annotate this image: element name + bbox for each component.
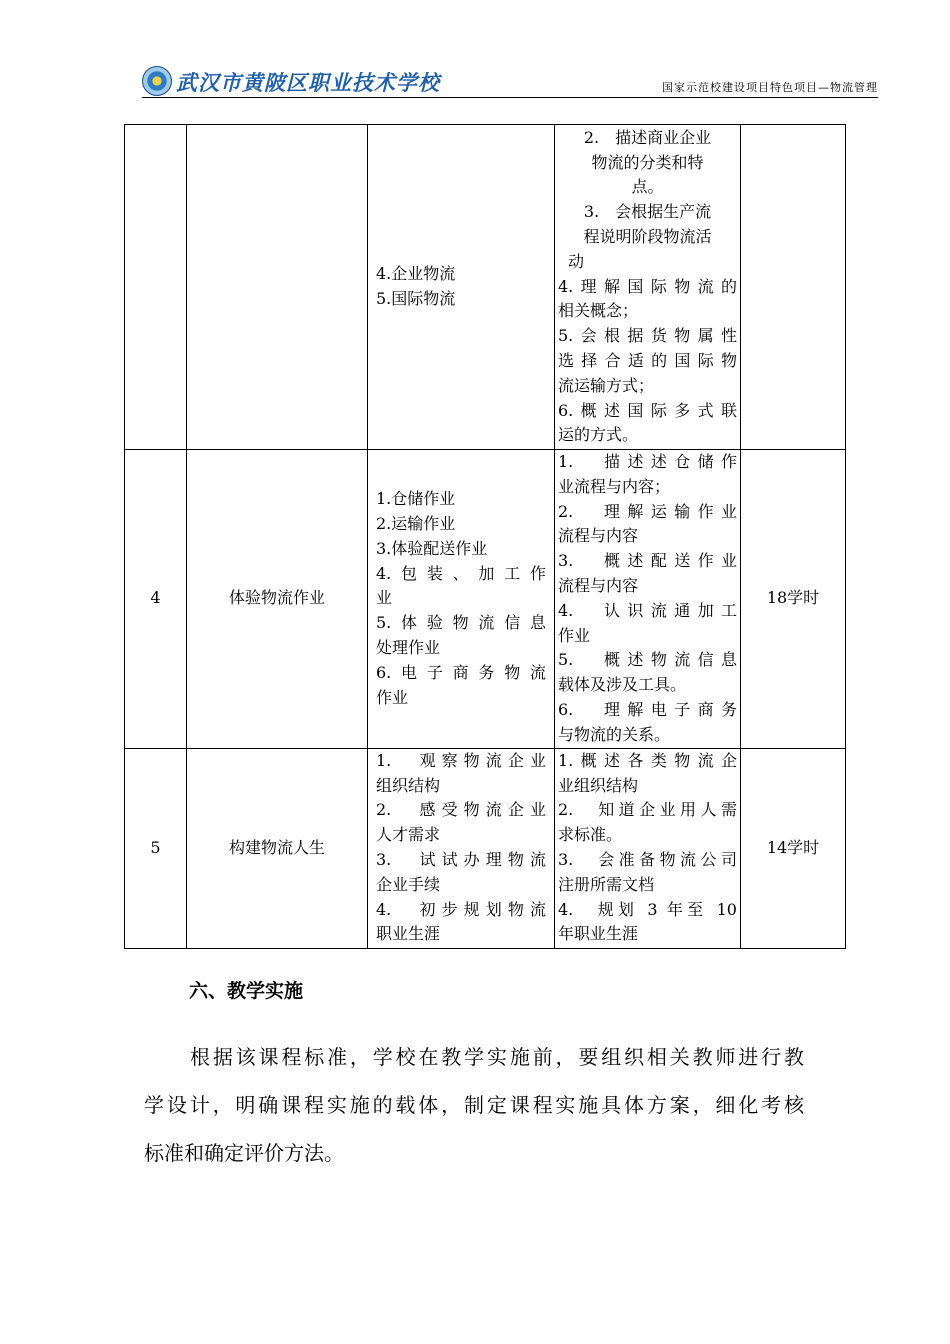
- goal-line: 6.概述国际多式联: [558, 400, 737, 420]
- content-line: 处理作业: [376, 637, 441, 657]
- goal-line: 5.会根据货物属性: [558, 326, 737, 346]
- page-header: [142, 60, 878, 100]
- goal-line: 载体及涉及工具。: [558, 675, 687, 695]
- goal-line: 2. 理解运输作业: [558, 501, 737, 521]
- content-line: 1. 观察物流企业: [376, 750, 546, 770]
- content-cell: [368, 748, 555, 948]
- project-name: [187, 125, 368, 450]
- goal-line: 4.理解国际物流的: [558, 276, 737, 296]
- row-number: 5: [125, 748, 187, 948]
- content-cell: [368, 125, 555, 450]
- goal-line: 业组织结构: [558, 775, 639, 795]
- goal-line: 业流程与内容；: [558, 476, 671, 496]
- paragraph-line: 根据该课程标准，学校在教学实施前，要组织相关教师进行教: [190, 1045, 804, 1069]
- school-name: 武汉市黄陂区职业技术学校: [176, 70, 440, 95]
- goal-line: 动: [568, 251, 585, 271]
- row-number: 4: [125, 450, 187, 749]
- school-logo-icon: [142, 66, 172, 96]
- goal-line: 相关概念；: [558, 301, 639, 321]
- goal-line: 流程与内容: [558, 526, 639, 546]
- paragraph-line: 学设计，明确课程实施的载体，制定课程实施具体方案，细化考核: [144, 1093, 804, 1117]
- goal-line: 流运输方式；: [558, 375, 655, 395]
- goal-line: 年职业生涯: [558, 924, 639, 944]
- goal-line: 程说明阶段物流活: [583, 227, 712, 246]
- goal-cell: [555, 125, 741, 450]
- content-line: 职业生涯: [376, 924, 441, 944]
- goal-line: 1.概述各类物流企: [558, 750, 737, 770]
- goal-line: 注册所需文档: [558, 874, 655, 894]
- goal-line: 4. 规划 3 年至 10: [558, 899, 737, 919]
- goal-line: 2. 描述商业企业: [583, 127, 712, 147]
- table-row: [125, 748, 846, 948]
- goal-line: 点。: [631, 177, 664, 197]
- goal-line: 与物流的关系。: [558, 724, 671, 744]
- project-name: 体验物流作业: [187, 450, 368, 749]
- goal-line: 选择合适的国际物: [558, 350, 737, 370]
- section-heading: 六、教学实施: [189, 980, 304, 1002]
- content-line: 6.电子商务物流: [376, 662, 546, 682]
- goal-line: 运的方式。: [558, 425, 639, 445]
- goal-line: 作业: [558, 625, 591, 645]
- goal-line: 物流的分类和特: [591, 152, 704, 172]
- project-title: 国家示范校建设项目特色项目—物流管理: [662, 81, 878, 94]
- content-line: 4.包装、加工作: [376, 563, 546, 583]
- goal-line: 流程与内容: [558, 575, 639, 595]
- goal-line: 4. 认识流通加工: [558, 600, 737, 620]
- content-line: 业: [376, 588, 393, 608]
- content-line: 1.仓储作业: [376, 489, 456, 509]
- content-line: 作业: [376, 687, 409, 707]
- hours-cell: 18学时: [741, 450, 846, 749]
- content-line: 企业手续: [376, 874, 441, 894]
- content-line: 5.国际物流: [376, 289, 456, 308]
- content-line: 4. 初步规划物流: [376, 899, 546, 919]
- goal-line: 3. 会根据生产流: [583, 202, 712, 222]
- goal-line: 2. 知道企业用人需: [558, 800, 737, 820]
- content-line: 人才需求: [376, 825, 441, 845]
- table-row: [125, 450, 846, 749]
- body-paragraph: [144, 1033, 804, 1177]
- table-row: [125, 125, 846, 450]
- content-cell: [368, 450, 555, 749]
- goal-line: 求标准。: [558, 825, 623, 845]
- course-table: [124, 124, 846, 949]
- hours-cell: [741, 125, 846, 450]
- row-number: [125, 125, 187, 450]
- goal-line: 6. 理解电子商务: [558, 699, 737, 719]
- content-line: 2. 感受物流企业: [376, 800, 546, 820]
- project-name: 构建物流人生: [187, 748, 368, 948]
- goal-cell: [555, 748, 741, 948]
- content-line: 2.运输作业: [376, 513, 456, 533]
- goal-line: 3. 概述配送作业: [558, 551, 737, 571]
- content-line: 3. 试试办理物流: [376, 850, 546, 870]
- goal-cell: [555, 450, 741, 749]
- goal-line: 5. 概述物流信息: [558, 650, 737, 670]
- header-divider: [142, 97, 878, 98]
- paragraph-line: 标准和确定评价方法。: [144, 1141, 344, 1165]
- goal-line: 3. 会准备物流公司: [558, 850, 737, 870]
- content-line: 组织结构: [376, 775, 441, 795]
- goal-line: 1. 描述述仓储作: [558, 452, 737, 471]
- content-line: 5.体验物流信息: [376, 613, 546, 633]
- hours-cell: 14学时: [741, 748, 846, 948]
- content-line: 3.体验配送作业: [376, 538, 488, 558]
- content-line: 4.企业物流: [376, 264, 456, 284]
